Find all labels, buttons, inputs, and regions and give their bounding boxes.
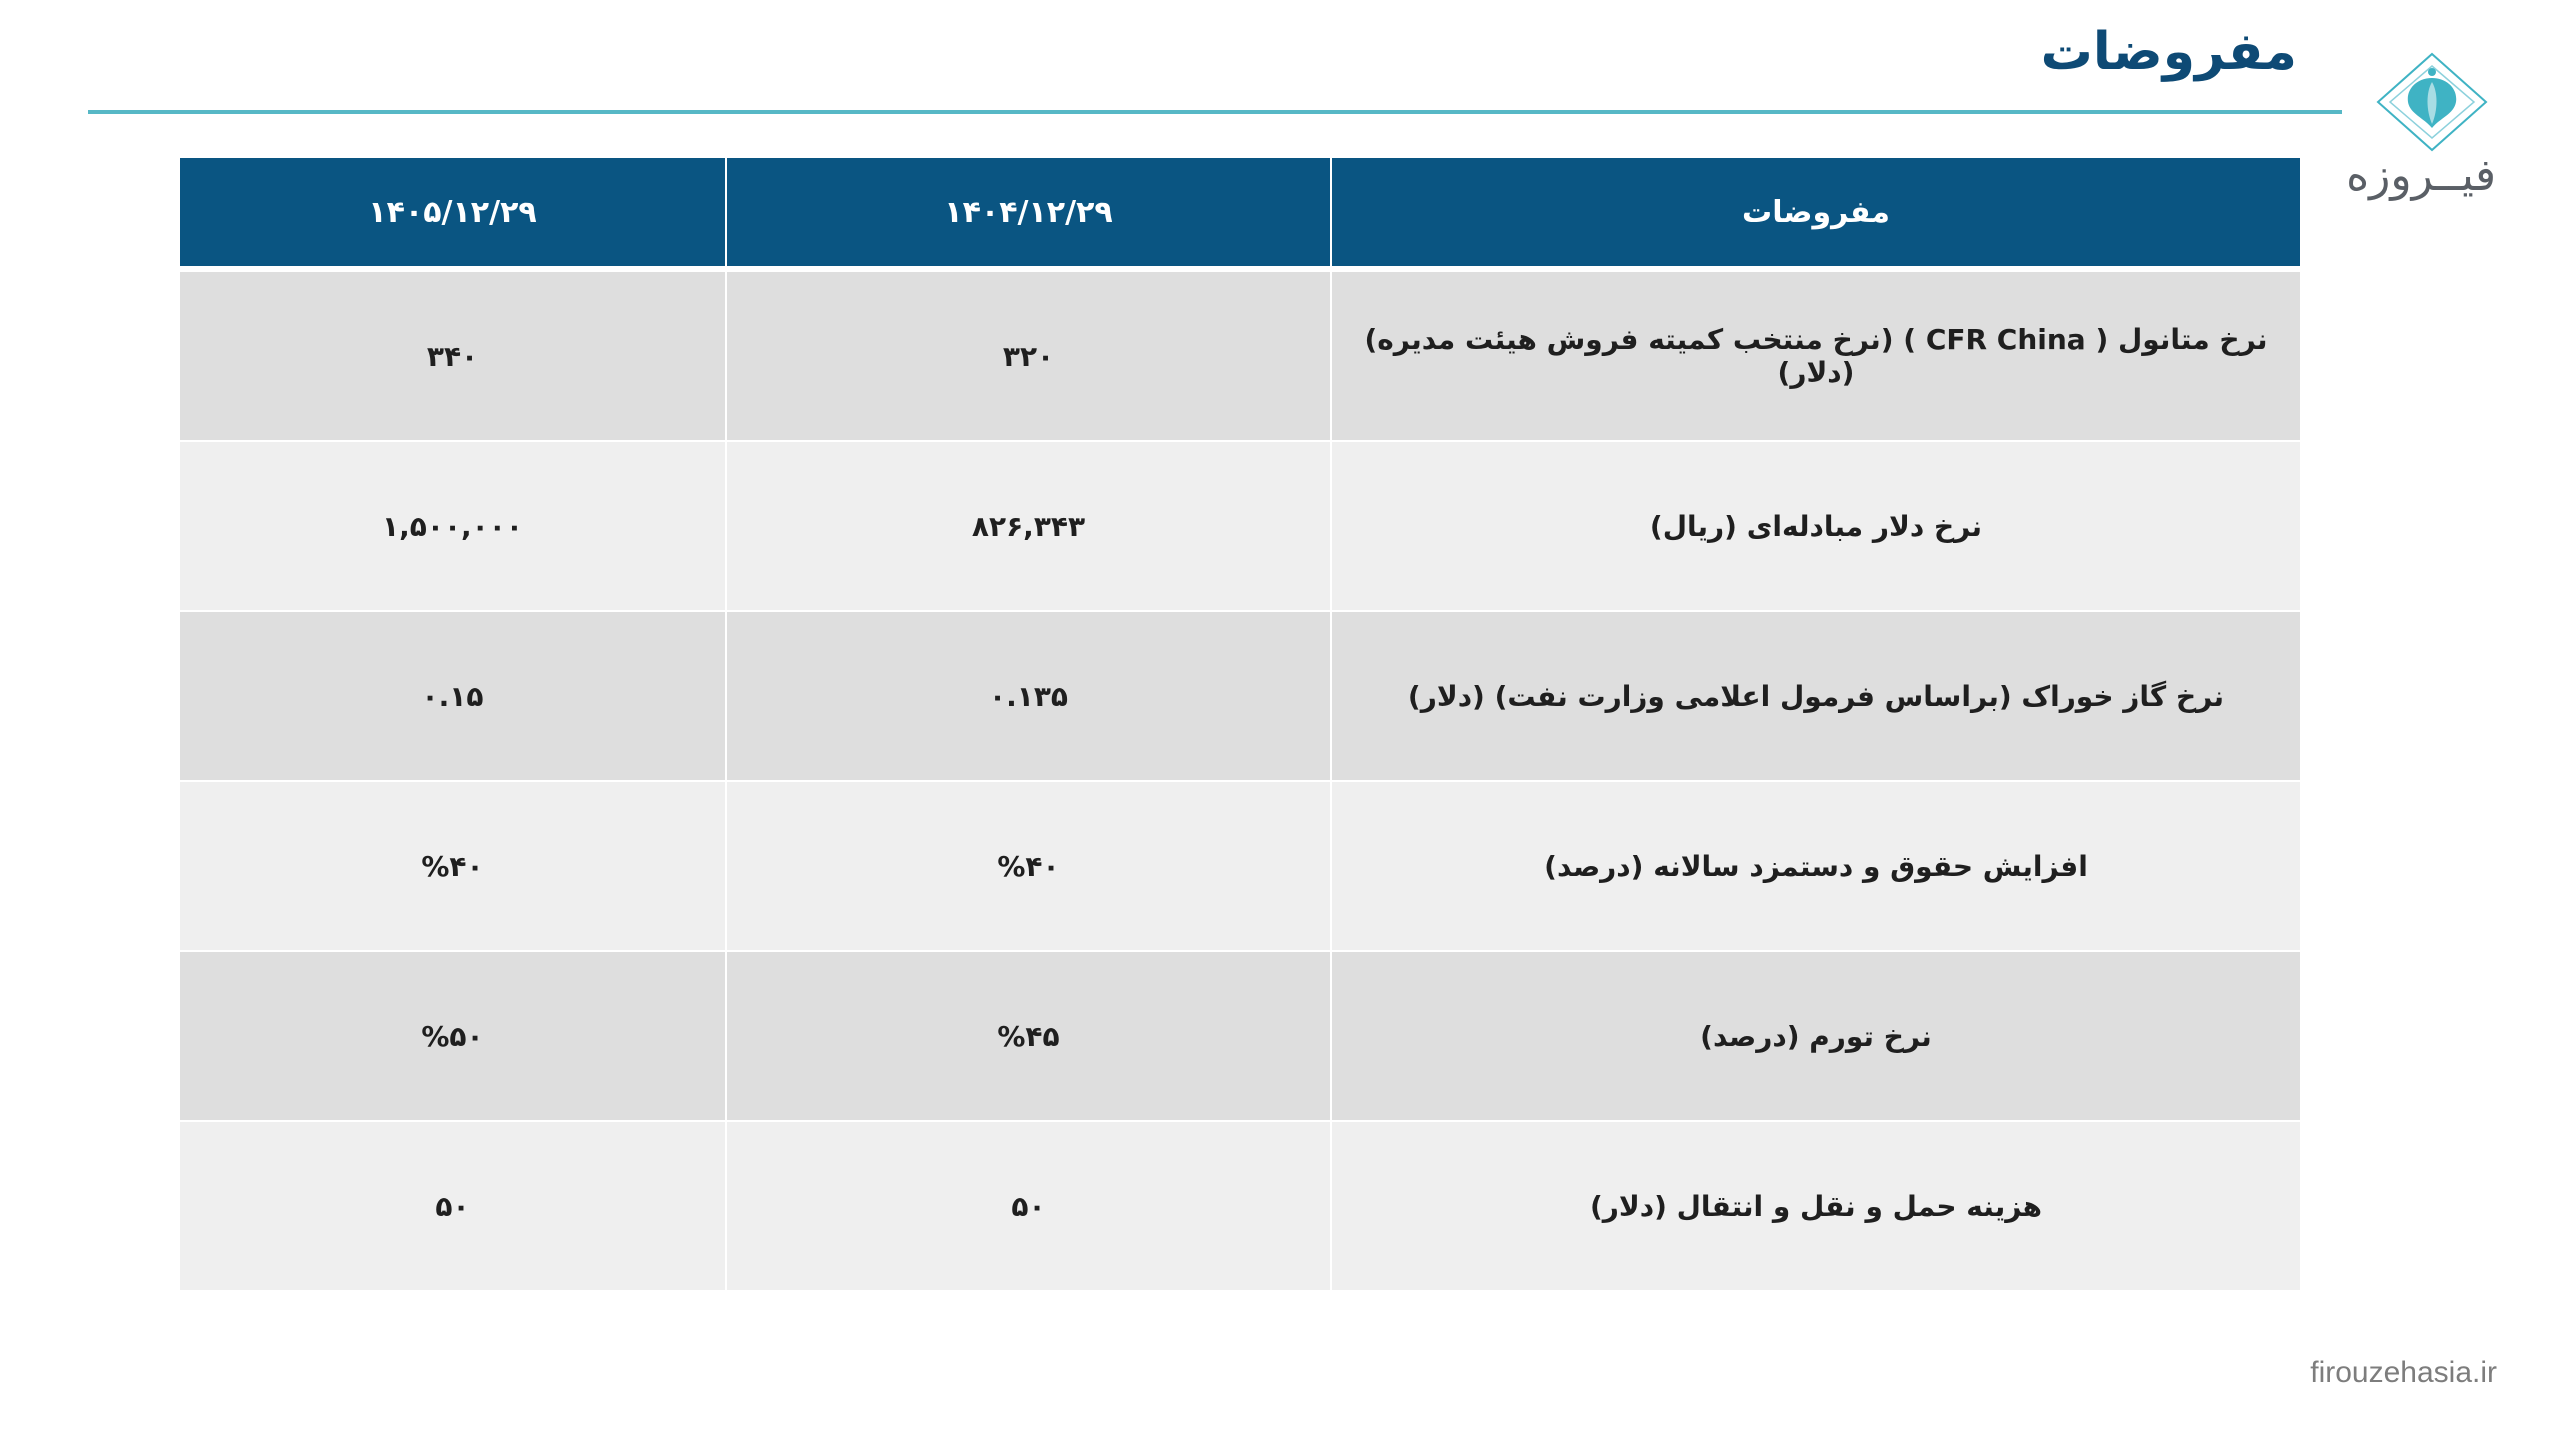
page-title: مفروضات <box>2040 22 2297 82</box>
value-1404: ۵۰ <box>726 1121 1331 1291</box>
row-label: افزایش حقوق و دستمزد سالانه (درصد) <box>1331 781 2301 951</box>
row-label: نرخ متانول ( CFR China ) (نرخ منتخب کمیته فروش هیئت مدیره) (دلار) <box>1331 269 2301 441</box>
row-label: نرخ گاز خوراک (براساس فرمول اعلامی وزارت نفت) (دلار) <box>1331 611 2301 781</box>
table-row <box>179 1121 2301 1291</box>
logo <box>2346 52 2496 212</box>
logo-emblem-icon <box>2374 52 2490 152</box>
column-header-assumption: مفروضات <box>1331 158 2301 269</box>
table-row <box>179 951 2301 1121</box>
value-1405: ۵۰ <box>179 1121 726 1291</box>
logo-text: فیــروزه <box>2346 150 2496 201</box>
table-row <box>179 269 2301 441</box>
value-1405: ۳۴۰ <box>179 269 726 441</box>
value-1404: %۴۰ <box>726 781 1331 951</box>
table-row <box>179 781 2301 951</box>
table-header-row <box>179 158 2301 269</box>
value-1404: ۳۲۰ <box>726 269 1331 441</box>
column-header-1405: ۱۴۰۵/۱۲/۲۹ <box>179 158 726 269</box>
website-url: firouzehasia.ir <box>2310 1356 2497 1389</box>
value-1404: %۴۵ <box>726 951 1331 1121</box>
assumptions-table <box>178 158 2302 1292</box>
value-1404: ۸۲۶,۳۴۳ <box>726 441 1331 611</box>
row-label: هزینه حمل و نقل و انتقال (دلار) <box>1331 1121 2301 1291</box>
value-1405: %۴۰ <box>179 781 726 951</box>
value-1405: ۱,۵۰۰,۰۰۰ <box>179 441 726 611</box>
table-row <box>179 611 2301 781</box>
column-header-1404: ۱۴۰۴/۱۲/۲۹ <box>726 158 1331 269</box>
table-row <box>179 441 2301 611</box>
value-1405: %۵۰ <box>179 951 726 1121</box>
value-1405: ۰.۱۵ <box>179 611 726 781</box>
value-1404: ۰.۱۳۵ <box>726 611 1331 781</box>
title-divider <box>88 110 2342 114</box>
row-label: نرخ تورم (درصد) <box>1331 951 2301 1121</box>
row-label: نرخ دلار مبادله‌ای (ریال) <box>1331 441 2301 611</box>
